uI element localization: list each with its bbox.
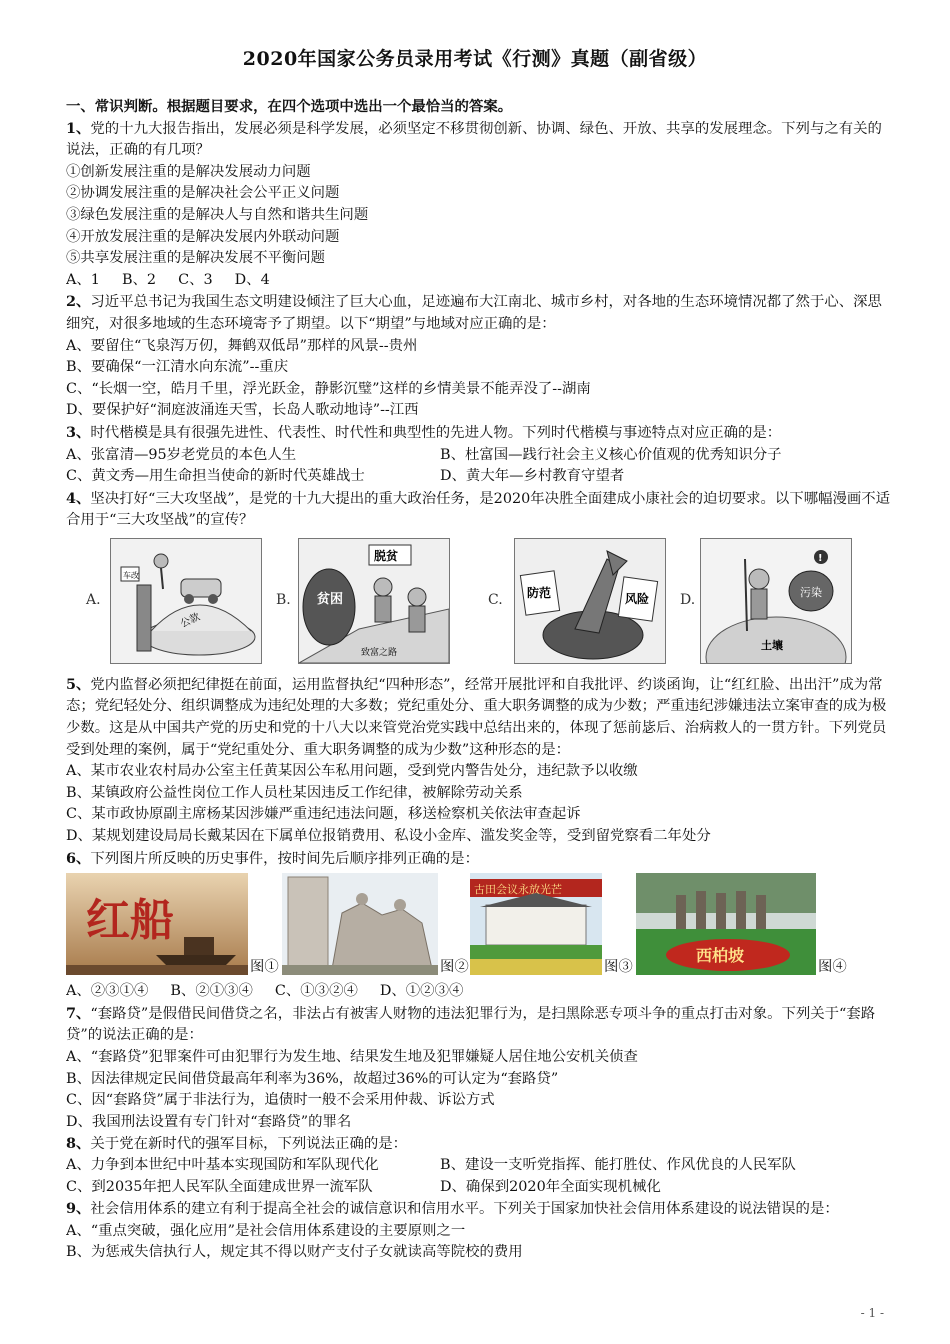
option-b[interactable]: B、建设一支听党指挥、能打胜仗、作风优良的人民军队 (440, 1156, 796, 1173)
question-3 (66, 422, 896, 445)
option-d[interactable]: D、要保护好“洞庭波涌连天雪，长岛人歌动地诗”--江西 (66, 402, 419, 419)
option-c[interactable]: C、①③②④ (274, 983, 358, 1000)
photo-3-banner: 古田会议永放光芒 (474, 883, 562, 897)
cartoon-c-right: 风险 (625, 591, 650, 606)
option-c[interactable]: C、黄文秀—用生命担当使命的新时代英雄战士 (66, 468, 365, 485)
question-stem: “套路贷”是假借民间借贷之名，非法占有被害人财物的违法犯罪行为，是扫黑除恶专项斗争的重点打击对象。下列关于“套路贷”的说法正确的是： (66, 1005, 876, 1044)
question-number: 7、 (66, 1004, 91, 1022)
question-number: 1、 (66, 119, 91, 137)
option-a[interactable]: A、某市农业农村局办公室主任黄某因公车私用问题，受到党内警告处分，违纪款予以收缴 (66, 763, 638, 780)
cartoon-b-left: 贫困 (317, 591, 344, 607)
question-9 (66, 1198, 896, 1221)
photo-3[interactable] (470, 873, 602, 975)
history-photos (66, 873, 896, 981)
question-stem: 时代楷模是具有很强先进性、代表性、时代性和典型性的先进人物。下列时代楷模与事迹特点对应正确的是： (90, 424, 782, 441)
cartoon-a-tag: 车改 (123, 570, 139, 580)
option-a[interactable]: A、“套路贷”犯罪案件可由犯罪行为发生地、结果发生地及犯罪嫌疑人居住地公安机关侦查 (66, 1049, 638, 1065)
page-number: - 1 - (860, 1306, 884, 1320)
photo-caption-3: 图③ (604, 959, 633, 976)
statement-item: ③绿色发展注重的是解决人与自然和谐共生问题 (66, 206, 369, 223)
option-d[interactable]: D、我国刑法设置有专门针对“套路贷”的罪名 (66, 1113, 352, 1130)
question-number: 3、 (66, 423, 91, 441)
cartoon-d-ground: 土壤 (761, 638, 783, 652)
photo-caption-1: 图① (250, 959, 279, 976)
question-number: 4、 (66, 489, 91, 507)
question-number: 9、 (66, 1200, 91, 1218)
cartoon-b-road: 致富之路 (361, 647, 398, 658)
option-c[interactable]: C、因“套路贷”属于非法行为，追债时一般不会采用仲裁、诉讼方式 (66, 1092, 495, 1109)
photo-4-title: 西柏坡 (696, 946, 745, 966)
cartoon-d[interactable] (700, 538, 852, 664)
question-8 (66, 1133, 896, 1155)
question-stem: 党的十九大报告指出，发展必须是科学发展，必须坚定不移贯彻创新、协调、绿色、开放、共享的发展理念。下列与之有关的说法，正确的有几项？ (66, 120, 882, 159)
option-b[interactable]: B、②①③④ (170, 983, 253, 1000)
question-number: 2、 (66, 293, 91, 311)
cartoon-label-a[interactable]: A. (86, 591, 101, 608)
photo-2[interactable] (282, 873, 438, 975)
option-a[interactable]: A、张富清—95岁老党员的本色人生 (66, 446, 297, 463)
option-d[interactable]: D、某规划建设局局长戴某因在下属单位报销费用、私设小金库、滥发奖金等，受到留党察看二年处分 (66, 828, 711, 845)
cartoon-a-bag: 公款 (179, 611, 202, 630)
option-a[interactable]: A、1 (66, 271, 100, 288)
question-6 (66, 848, 896, 870)
options-row (66, 1177, 896, 1199)
option-c[interactable]: C、3 (178, 271, 213, 288)
question-number: 6、 (66, 849, 91, 867)
question-2 (66, 291, 896, 335)
question-stem: 党内监督必须把纪律挺在前面，运用监督执纪“四种形态”，经常开展批评和自我批评、约谈函询，让“红红脸、出出汗”成为常态；党纪轻处分、组织调整成为违纪处理的大多数；党纪重处分、重大职务调整的成为少数；严重违纪涉嫌违法立案审查的成为极少数。这是从中国共产党的历史和党的十八大以来管党治党实践中总结出来的，体现了惩前毖后、治病救人的一贯方针。下列党员受到处理的案例，属于“党纪重处分、重大职务调整的成为少数”这种形态的是： (66, 676, 887, 758)
question-number: 5、 (66, 675, 91, 693)
photo-1[interactable] (66, 873, 248, 975)
question-number: 8、 (66, 1135, 91, 1153)
option-a[interactable]: A、②③①④ (66, 983, 149, 1000)
options-row (66, 466, 896, 488)
statement-item: ①创新发展注重的是解决发展动力问题 (66, 163, 311, 180)
option-a[interactable]: A、力争到本世纪中叶基本实现国防和军队现代化 (66, 1156, 379, 1173)
option-d[interactable]: D、①②③④ (379, 983, 464, 1000)
options-row (66, 270, 896, 292)
question-stem: 关于党在新时代的强军目标，下列说法正确的是： (90, 1136, 408, 1153)
options-row (66, 1155, 896, 1177)
cartoon-label-d[interactable]: D. (680, 591, 696, 608)
cartoon-d-cloud: 污染 (800, 585, 822, 599)
option-b[interactable]: B、因法律规定民间借贷最高年利率为36%，故超过36%的可认定为“套路贷” (66, 1070, 559, 1087)
page-title: 2020年国家公务员录用考试《行测》真题（副省级） (242, 48, 708, 70)
option-b[interactable]: B、为惩戒失信执行人，规定其不得以财产支付子女就读高等院校的费用 (66, 1244, 523, 1261)
option-b[interactable]: B、要确保“一江清水向东流”--重庆 (66, 359, 289, 376)
option-d[interactable]: D、4 (234, 271, 270, 288)
cartoon-label-c[interactable]: C. (488, 591, 503, 608)
photo-caption-2: 图② (440, 959, 469, 976)
question-stem: 习近平总书记为我国生态文明建设倾注了巨大心血，足迹遍布大江南北、城市乡村，对各地的生态环境情况都了然于心、深思细究，对很多地域的生态环境寄予了期望。以下“期望”与地域对应正确的是： (66, 294, 882, 332)
question-1 (66, 118, 896, 162)
statement-item: ④开放发展注重的是解决发展内外联动问题 (66, 228, 340, 245)
option-b[interactable]: B、杜富国—践行社会主义核心价值观的优秀知识分子 (440, 446, 782, 463)
statement-item: ②协调发展注重的是解决社会公平正义问题 (66, 185, 340, 202)
cartoon-a[interactable] (110, 538, 262, 664)
exam-content (66, 96, 896, 1264)
cartoon-options (66, 538, 896, 670)
cartoon-c-left: 防范 (527, 585, 552, 600)
option-a[interactable]: A、要留住“飞泉泻万仞，舞鹤双低昂”那样的风景--贵州 (66, 337, 418, 354)
question-4 (66, 488, 896, 532)
option-b[interactable]: B、2 (121, 271, 157, 288)
photo-caption-4: 图④ (818, 959, 847, 976)
question-5 (66, 674, 896, 761)
question-7 (66, 1003, 896, 1047)
options-row (66, 445, 896, 467)
question-stem: 社会信用体系的建立有利于提高全社会的诚信意识和信用水平。下列关于国家加快社会信用体系建设的说法错误的是： (90, 1201, 839, 1218)
cartoon-b-top: 脱贫 (374, 548, 399, 563)
cartoon-label-b[interactable]: B. (276, 591, 291, 608)
cartoon-c[interactable] (514, 538, 666, 664)
question-stem: 下列图片所反映的历史事件，按时间先后顺序排列正确的是： (90, 850, 479, 867)
section-heading: 一、常识判断。根据题目要求，在四个选项中选出一个最恰当的答案。 (66, 98, 513, 115)
option-c[interactable]: C、某市政协原副主席杨某因涉嫌严重违纪违法问题，移送检察机关依法审查起诉 (66, 806, 581, 823)
cartoon-b[interactable] (298, 538, 450, 664)
option-a[interactable]: A、“重点突破，强化应用”是社会信用体系建设的主要原则之一 (66, 1222, 466, 1239)
cartoon-d-bubble: ! (818, 552, 823, 564)
option-d[interactable]: D、确保到2020年全面实现机械化 (440, 1178, 661, 1195)
option-b[interactable]: B、某镇政府公益性岗位工作人员杜某因违反工作纪律，被解除劳动关系 (66, 784, 523, 801)
options-row (66, 981, 896, 1003)
photo-1-title: 红船 (86, 895, 174, 947)
question-stem: 坚决打好“三大攻坚战”，是党的十九大提出的重大政治任务，是2020年决胜全面建成小康社会的迫切要求。以下哪幅漫画不适合用于“三大攻坚战”的宣传？ (66, 490, 891, 529)
option-c[interactable]: C、到2035年把人民军队全面建成世界一流军队 (66, 1178, 373, 1195)
statement-item: ⑤共享发展注重的是解决发展不平衡问题 (66, 250, 326, 267)
option-d[interactable]: D、黄大年—乡村教育守望者 (440, 468, 625, 485)
photo-4[interactable] (636, 873, 816, 975)
option-c[interactable]: C、“长烟一空，皓月千里，浮光跃金，静影沉璧”这样的乡情美景不能弄没了--湖南 (66, 380, 591, 397)
